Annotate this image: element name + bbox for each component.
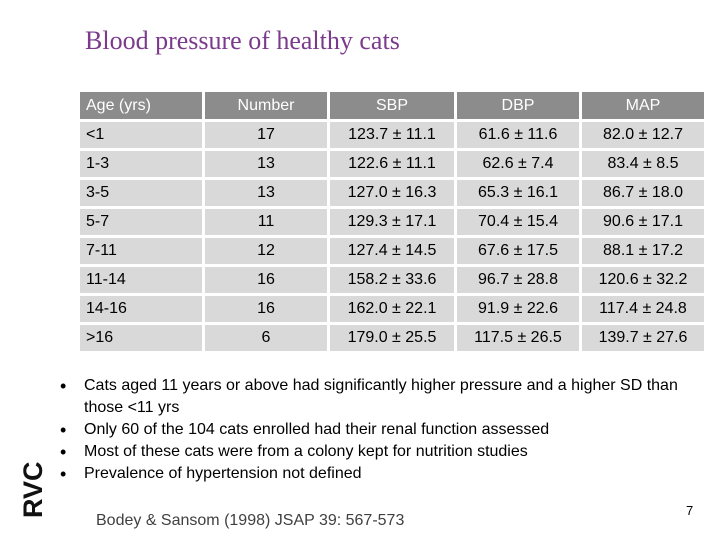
cell-dbp: 117.5 ± 26.5 [454,325,579,351]
cell-sbp: 127.4 ± 14.5 [327,238,454,264]
bullet-text: Only 60 of the 104 cats enrolled had their renal function assessed [84,421,550,438]
rvc-logo-text: RVC [18,461,48,518]
list-item [60,375,690,419]
column-header-sbp: SBP [327,92,454,119]
cell-number: 12 [202,238,327,264]
table-row [80,122,704,148]
cell-dbp: 62.6 ± 7.4 [454,151,579,177]
slide-title: Blood pressure of healthy cats [85,26,400,55]
cell-number: 16 [202,296,327,322]
cell-sbp: 122.6 ± 11.1 [327,151,454,177]
cell-number: 13 [202,180,327,206]
cell-dbp: 65.3 ± 16.1 [454,180,579,206]
cell-map: 83.4 ± 8.5 [579,151,704,177]
cell-number: 6 [202,325,327,351]
list-item [60,463,690,485]
cell-sbp: 123.7 ± 11.1 [327,122,454,148]
cell-age: 7-11 [80,238,202,264]
cell-sbp: 158.2 ± 33.6 [327,267,454,293]
bullet-icon: • [60,442,67,462]
bullet-icon: • [60,464,67,484]
cell-sbp: 127.0 ± 16.3 [327,180,454,206]
cell-dbp: 96.7 ± 28.8 [454,267,579,293]
cell-age: 3-5 [80,180,202,206]
cell-number: 17 [202,122,327,148]
cell-dbp: 70.4 ± 15.4 [454,209,579,235]
table-row [80,180,704,206]
findings-list [60,375,690,485]
cell-number: 13 [202,151,327,177]
table-row [80,238,704,264]
bullet-text: Prevalence of hypertension not defined [84,465,362,482]
reference-citation: Bodey & Sansom (1998) JSAP 39: 567-573 [96,512,405,529]
cell-map: 82.0 ± 12.7 [579,122,704,148]
blood-pressure-table [80,89,704,354]
cell-age: >16 [80,325,202,351]
table-row [80,296,704,322]
cell-dbp: 91.9 ± 22.6 [454,296,579,322]
cell-age: 5-7 [80,209,202,235]
list-item [60,419,690,441]
cell-age: 14-16 [80,296,202,322]
cell-map: 139.7 ± 27.6 [579,325,704,351]
cell-map: 117.4 ± 24.8 [579,296,704,322]
table-header-row [80,92,704,119]
cell-map: 88.1 ± 17.2 [579,238,704,264]
cell-dbp: 61.6 ± 11.6 [454,122,579,148]
cell-number: 16 [202,267,327,293]
column-header-age: Age (yrs) [80,92,202,119]
cell-sbp: 162.0 ± 22.1 [327,296,454,322]
bullet-text: Most of these cats were from a colony kept for nutrition studies [84,443,528,460]
page-number: 7 [686,503,694,518]
cell-number: 11 [202,209,327,235]
column-header-map: MAP [579,92,704,119]
table-row [80,209,704,235]
bullet-icon: • [60,420,67,440]
cell-age: <1 [80,122,202,148]
table-row [80,151,704,177]
cell-dbp: 67.6 ± 17.5 [454,238,579,264]
cell-map: 120.6 ± 32.2 [579,267,704,293]
bullet-text: Cats aged 11 years or above had significantly higher pressure and a higher SD than those <11 yrs [84,377,678,416]
column-header-dbp: DBP [454,92,579,119]
cell-map: 86.7 ± 18.0 [579,180,704,206]
cell-sbp: 179.0 ± 25.5 [327,325,454,351]
table-row [80,325,704,351]
bullet-icon: • [60,376,67,396]
list-item [60,441,690,463]
rvc-logo [18,452,48,522]
column-header-number: Number [202,92,327,119]
cell-map: 90.6 ± 17.1 [579,209,704,235]
table-row [80,267,704,293]
cell-age: 11-14 [80,267,202,293]
cell-age: 1-3 [80,151,202,177]
cell-sbp: 129.3 ± 17.1 [327,209,454,235]
